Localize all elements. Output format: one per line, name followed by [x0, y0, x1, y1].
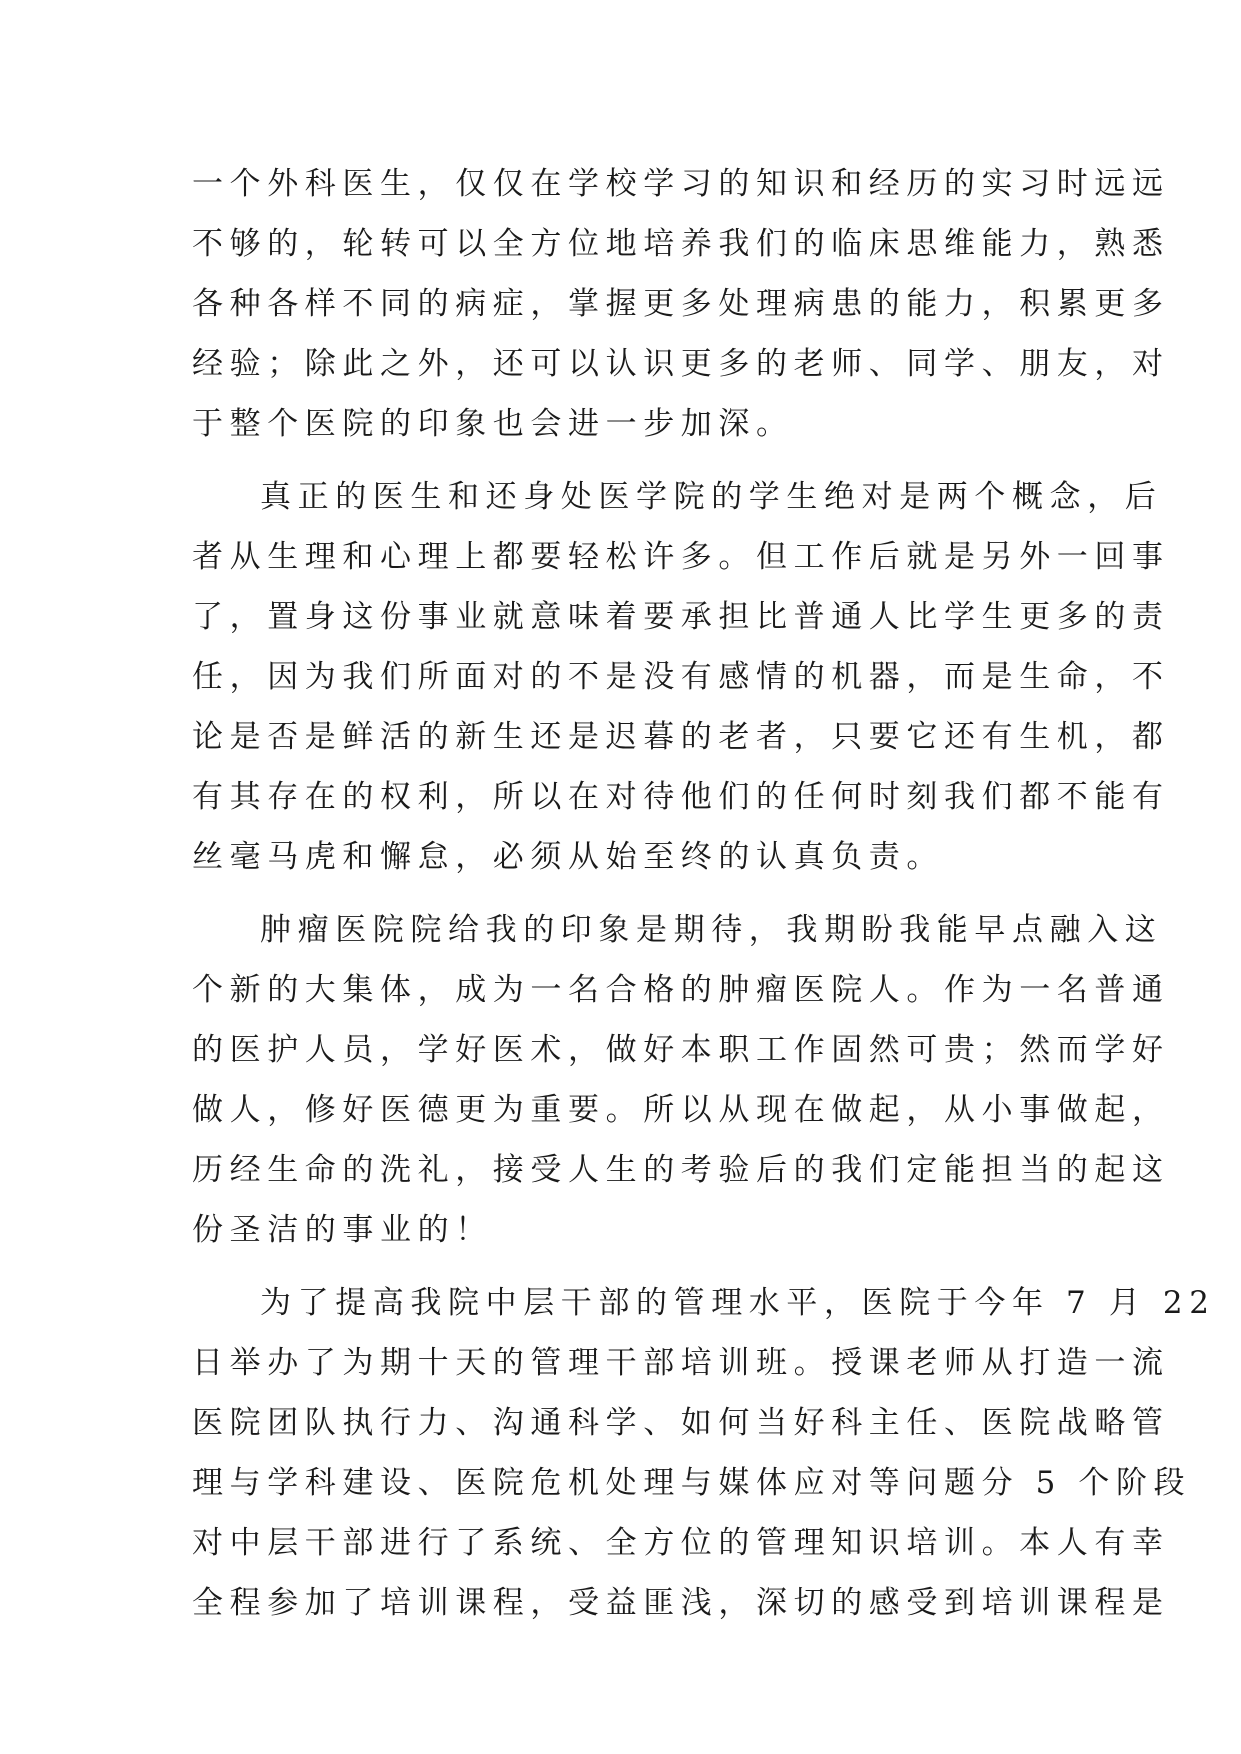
paragraph-3: [192, 900, 1170, 1260]
text-line: 丝毫马虎和懈怠，必须从始至终的认真负责。: [192, 839, 944, 875]
text-line: 真正的医生和还身处医学院的学生绝对是两个概念，后: [260, 479, 1163, 515]
text-line: 各种各样不同的病症，掌握更多处理病患的能力，积累更多: [192, 286, 1170, 322]
text-line: 有其存在的权利，所以在对待他们的任何时刻我们都不能有: [192, 779, 1170, 815]
text-line: 做人，修好医德更为重要。所以从现在做起，从小事做起，: [192, 1092, 1170, 1128]
text-line: 全程参加了培训课程，受益匪浅，深切的感受到培训课程是: [192, 1585, 1170, 1621]
text-line: 医院团队执行力、沟通科学、如何当好科主任、医院战略管: [192, 1405, 1170, 1441]
text-line: 理与学科建设、医院危机处理与媒体应对等问题分 5 个阶段: [192, 1465, 1192, 1501]
paragraph-2: [192, 467, 1170, 887]
paragraph-1: [192, 154, 1170, 454]
text-line: 为了提高我院中层干部的管理水平，医院于今年 7 月 22: [260, 1285, 1216, 1321]
text-line: 个新的大集体，成为一名合格的肿瘤医院人。作为一名普通: [192, 972, 1170, 1008]
paragraph-4: [192, 1273, 1216, 1633]
text-line: 的医护人员，学好医术，做好本职工作固然可贵；然而学好: [192, 1032, 1170, 1068]
text-line: 对中层干部进行了系统、全方位的管理知识培训。本人有幸: [192, 1525, 1170, 1561]
text-line: 了，置身这份事业就意味着要承担比普通人比学生更多的责: [192, 599, 1170, 635]
document-body: [192, 154, 1216, 1633]
text-line: 一个外科医生，仅仅在学校学习的知识和经历的实习时远远: [192, 166, 1170, 202]
text-line: 份圣洁的事业的！: [192, 1212, 493, 1248]
text-line: 不够的，轮转可以全方位地培养我们的临床思维能力，熟悉: [192, 226, 1170, 262]
text-line: 任，因为我们所面对的不是没有感情的机器，而是生命，不: [192, 659, 1170, 695]
text-line: 日举办了为期十天的管理干部培训班。授课老师从打造一流: [192, 1345, 1170, 1381]
text-line: 者从生理和心理上都要轻松许多。但工作后就是另外一回事: [192, 539, 1170, 575]
text-line: 于整个医院的印象也会进一步加深。: [192, 406, 794, 442]
text-line: 肿瘤医院院给我的印象是期待，我期盼我能早点融入这: [260, 912, 1163, 948]
text-line: 论是否是鲜活的新生还是迟暮的老者，只要它还有生机，都: [192, 719, 1170, 755]
text-line: 历经生命的洗礼，接受人生的考验后的我们定能担当的起这: [192, 1152, 1170, 1188]
text-line: 经验；除此之外，还可以认识更多的老师、同学、朋友，对: [192, 346, 1170, 382]
